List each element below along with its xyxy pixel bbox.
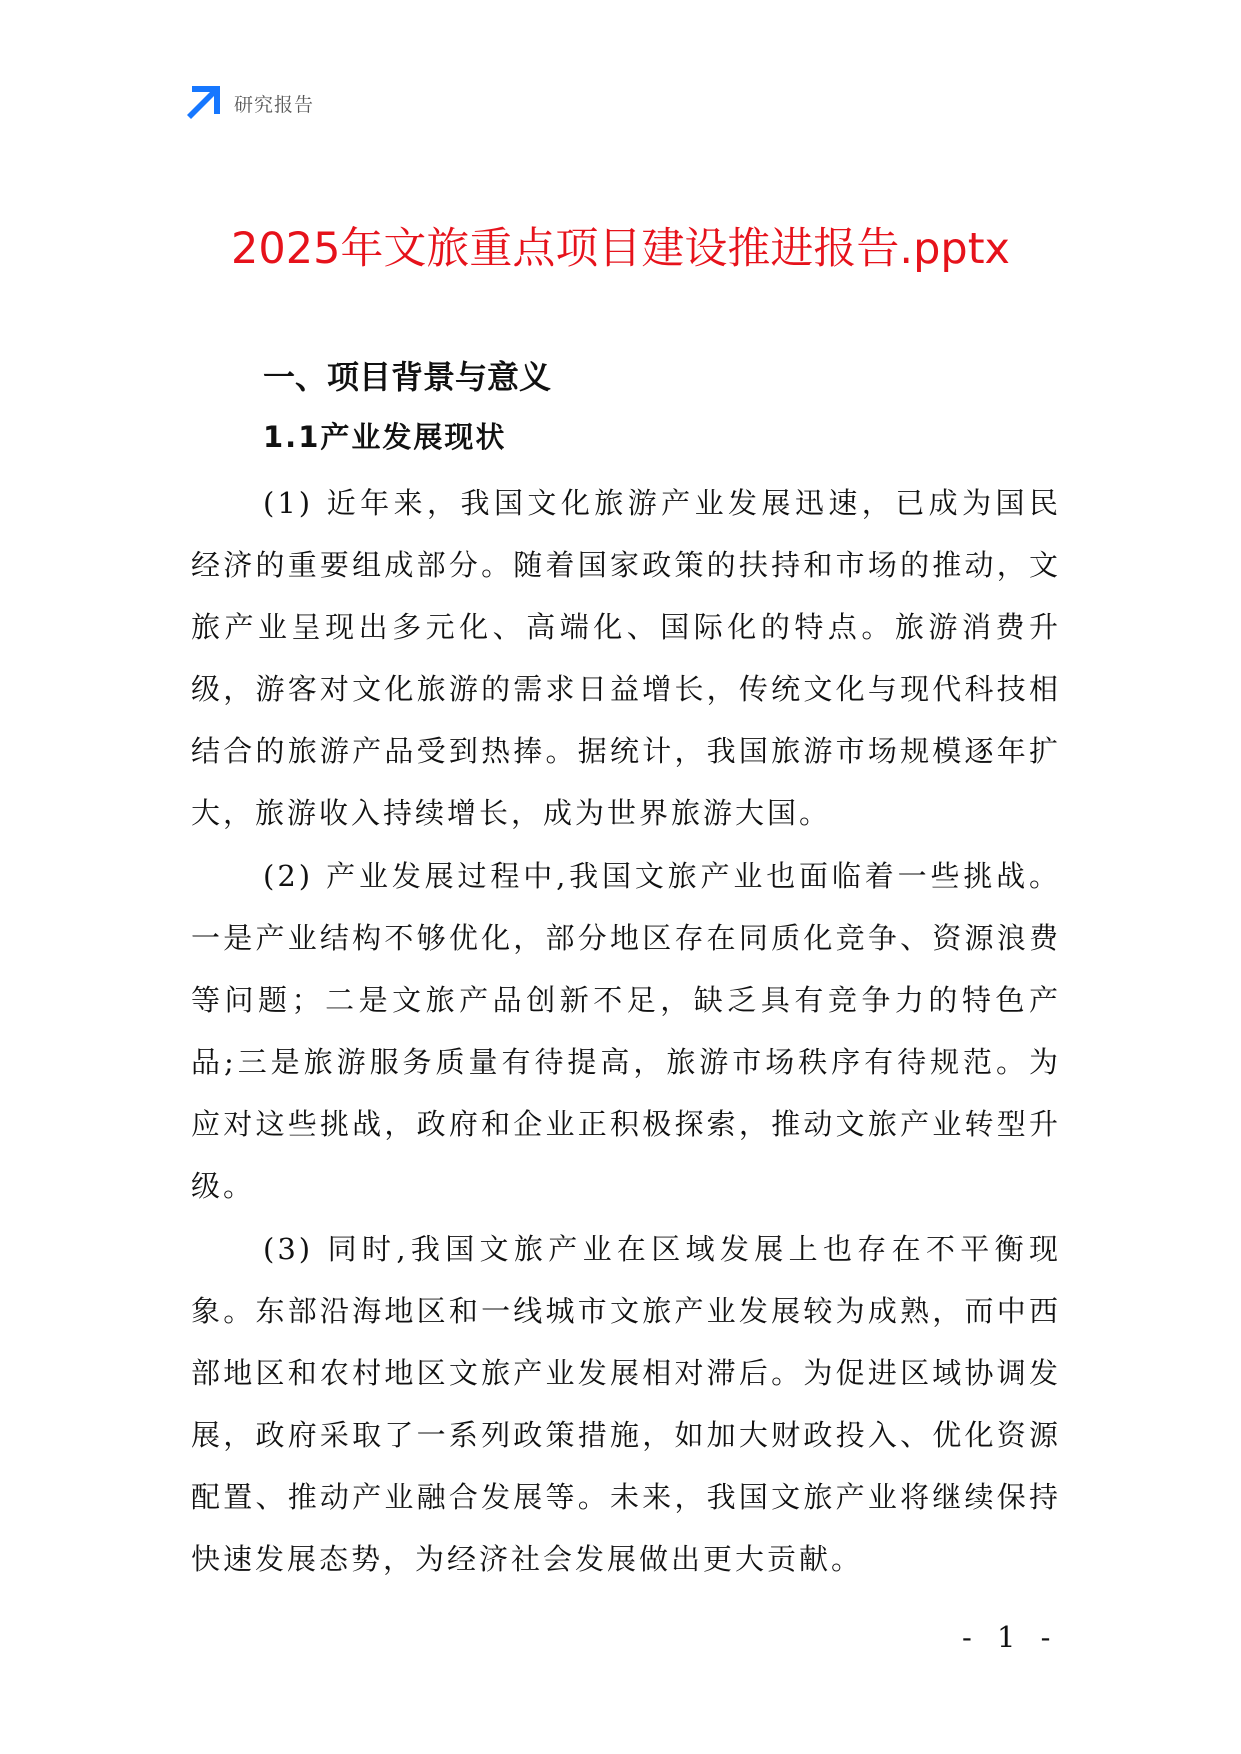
paragraph-3: (3) 同时,我国文旅产业在区域发展上也存在不平衡现象。东部沿海地区和一线城市文旅产业发展较为成熟，而中西部地区和农村地区文旅产业发展相对滞后。为促进区域协调发展，政府采取了一系列政策措施，如加大财政投入、优化资源配置、推动产业融合发展等。未来，我国文旅产业将继续保持快速发展态势，为经济社会发展做出更大贡献。: [191, 1232, 1061, 1576]
subsection-heading: 1.1产业发展现状: [263, 420, 507, 454]
paragraph-2: (2) 产业发展过程中,我国文旅产业也面临着一些挑战。一是产业结构不够优化，部分地区存在同质化竞争、资源浪费等问题；二是文旅产品创新不足，缺乏具有竞争力的特色产品;三是旅游服务质量有待提高，旅游市场秩序有待规范。为应对这些挑战，政府和企业正积极探索，推动文旅产业转型升级。: [191, 859, 1061, 1203]
header-label: 研究报告: [234, 93, 315, 116]
document-header: [186, 86, 314, 120]
document-title: 2025年文旅重点项目建设推进报告.pptx: [231, 224, 1010, 274]
page-number: - 1 -: [962, 1620, 1059, 1654]
section-heading: 一、项目背景与意义: [263, 358, 552, 396]
paragraph-1: (1) 近年来，我国文化旅游产业发展迅速，已成为国民经济的重要组成部分。随着国家政策的扶持和市场的推动，文旅产业呈现出多元化、高端化、国际化的特点。旅游消费升级，游客对文化旅游的需求日益增长，传统文化与现代科技相结合的旅游产品受到热捧。据统计，我国旅游市场规模逐年扩大，旅游收入持续增长，成为世界旅游大国。: [191, 486, 1061, 830]
arrow-logo-icon: [186, 86, 220, 120]
